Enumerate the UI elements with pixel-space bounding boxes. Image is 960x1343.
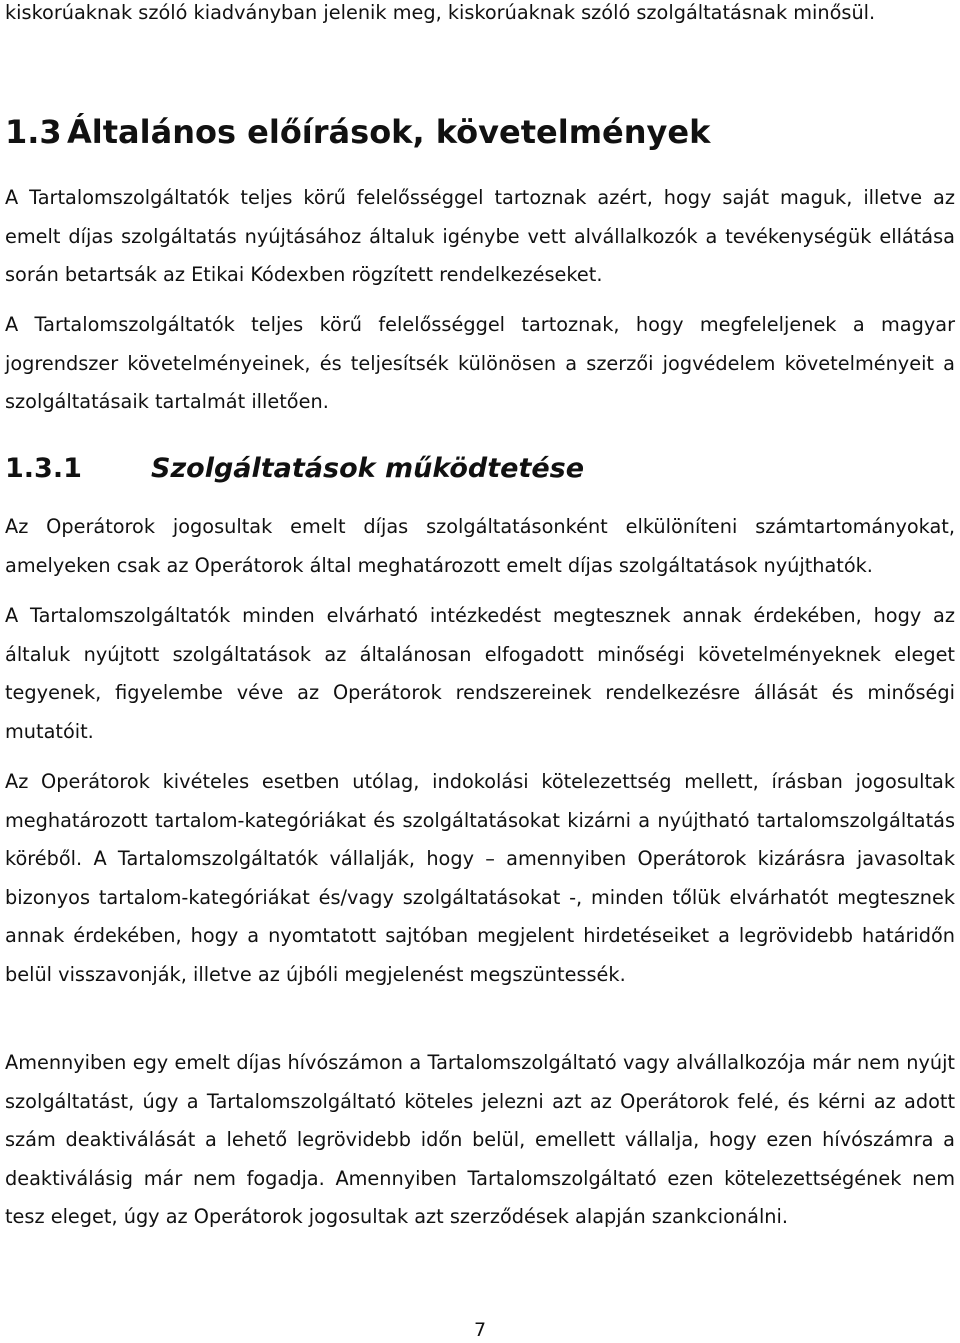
page-number: 7 <box>473 1319 487 1341</box>
subsection-heading <box>5 449 955 489</box>
section-number: 1.3 <box>5 113 62 151</box>
subsection-number: 1.3.1 <box>5 453 82 484</box>
subsection-paragraph: Amennyiben egy emelt díjas hívószámon a Tartalomszolgáltató vagy alvállalkozója már nem nyújt szolgáltatást, úgy a Tartalomszolgáltató köteles jelezni azt az Operátorok felé, és kérni az adott szám deaktiválását a lehető legrövidebb időn belül, emellett vállalja, hogy ezen hívószámra a deaktiválásig már nem fogadja. Amennyiben Tartalomszolgáltató ezen kötelezettségének nem tesz eleget, úgy az Operátorok jogosultak azt szerződések alapján szankcionálni. <box>5 1051 955 1228</box>
subsection-paragraph: Az Operátorok kivételes esetben utólag, indokolási kötelezettség mellett, írásban jogosultak meghatározott tartalom-kategóriákat és szolgáltatásokat kizárni a nyújtható tartalomszolgáltatás köréből. A Tartalomszolgáltatók vállalják, hogy – amennyiben Operátorok kizárásra javasoltak bizonyos tartalom-kategóriákat és/vagy szolgáltatásokat -, minden tőlük elvárhatót megtesznek annak érdekében, hogy a nyomtatott sajtóban megjelent hirdetéseiket a legrövidebb határidőn belül visszavonják, illetve az újbóli megjelenést megszüntessék. <box>5 770 955 986</box>
subsection-title: Szolgáltatások működtetése <box>151 453 585 484</box>
intro-paragraph: kiskorúaknak szóló kiadványban jelenik meg, kiskorúaknak szóló szolgáltatásnak minősül. <box>5 1 876 24</box>
section-heading <box>5 110 955 154</box>
section-title: Általános előírások, követelmények <box>67 113 711 151</box>
subsection-paragraph: A Tartalomszolgáltatók minden elvárható intézkedést megtesznek annak érdekében, hogy az általuk nyújtott szolgáltatások az általánosan elfogadott minőségi követelményeknek eleget tegyenek, figyelembe véve az Operátorok rendszereinek rendelkezésre állását és minőségi mutatóit. <box>5 604 955 743</box>
section-paragraph: A Tartalomszolgáltatók teljes körű felelősséggel tartoznak azért, hogy saját maguk, illetve az emelt díjas szolgáltatás nyújtásához általuk igénybe vett alvállalkozók a tevékenységük ellátása során betartsák az Etikai Kódexben rögzített rendelkezéseket. <box>5 186 955 286</box>
subsection-paragraph: Az Operátorok jogosultak emelt díjas szolgáltatásonként elkülöníteni számtartományokat, amelyeken csak az Operátorok által meghatározott emelt díjas szolgáltatások nyújthatók. <box>5 515 955 577</box>
section-paragraph: A Tartalomszolgáltatók teljes körű felelősséggel tartoznak, hogy megfeleljenek a magyar jogrendszer követelményeinek, és teljesítsék különösen a szerzői jogvédelem követelményeit a szolgáltatásaik tartalmát illetően. <box>5 313 955 413</box>
